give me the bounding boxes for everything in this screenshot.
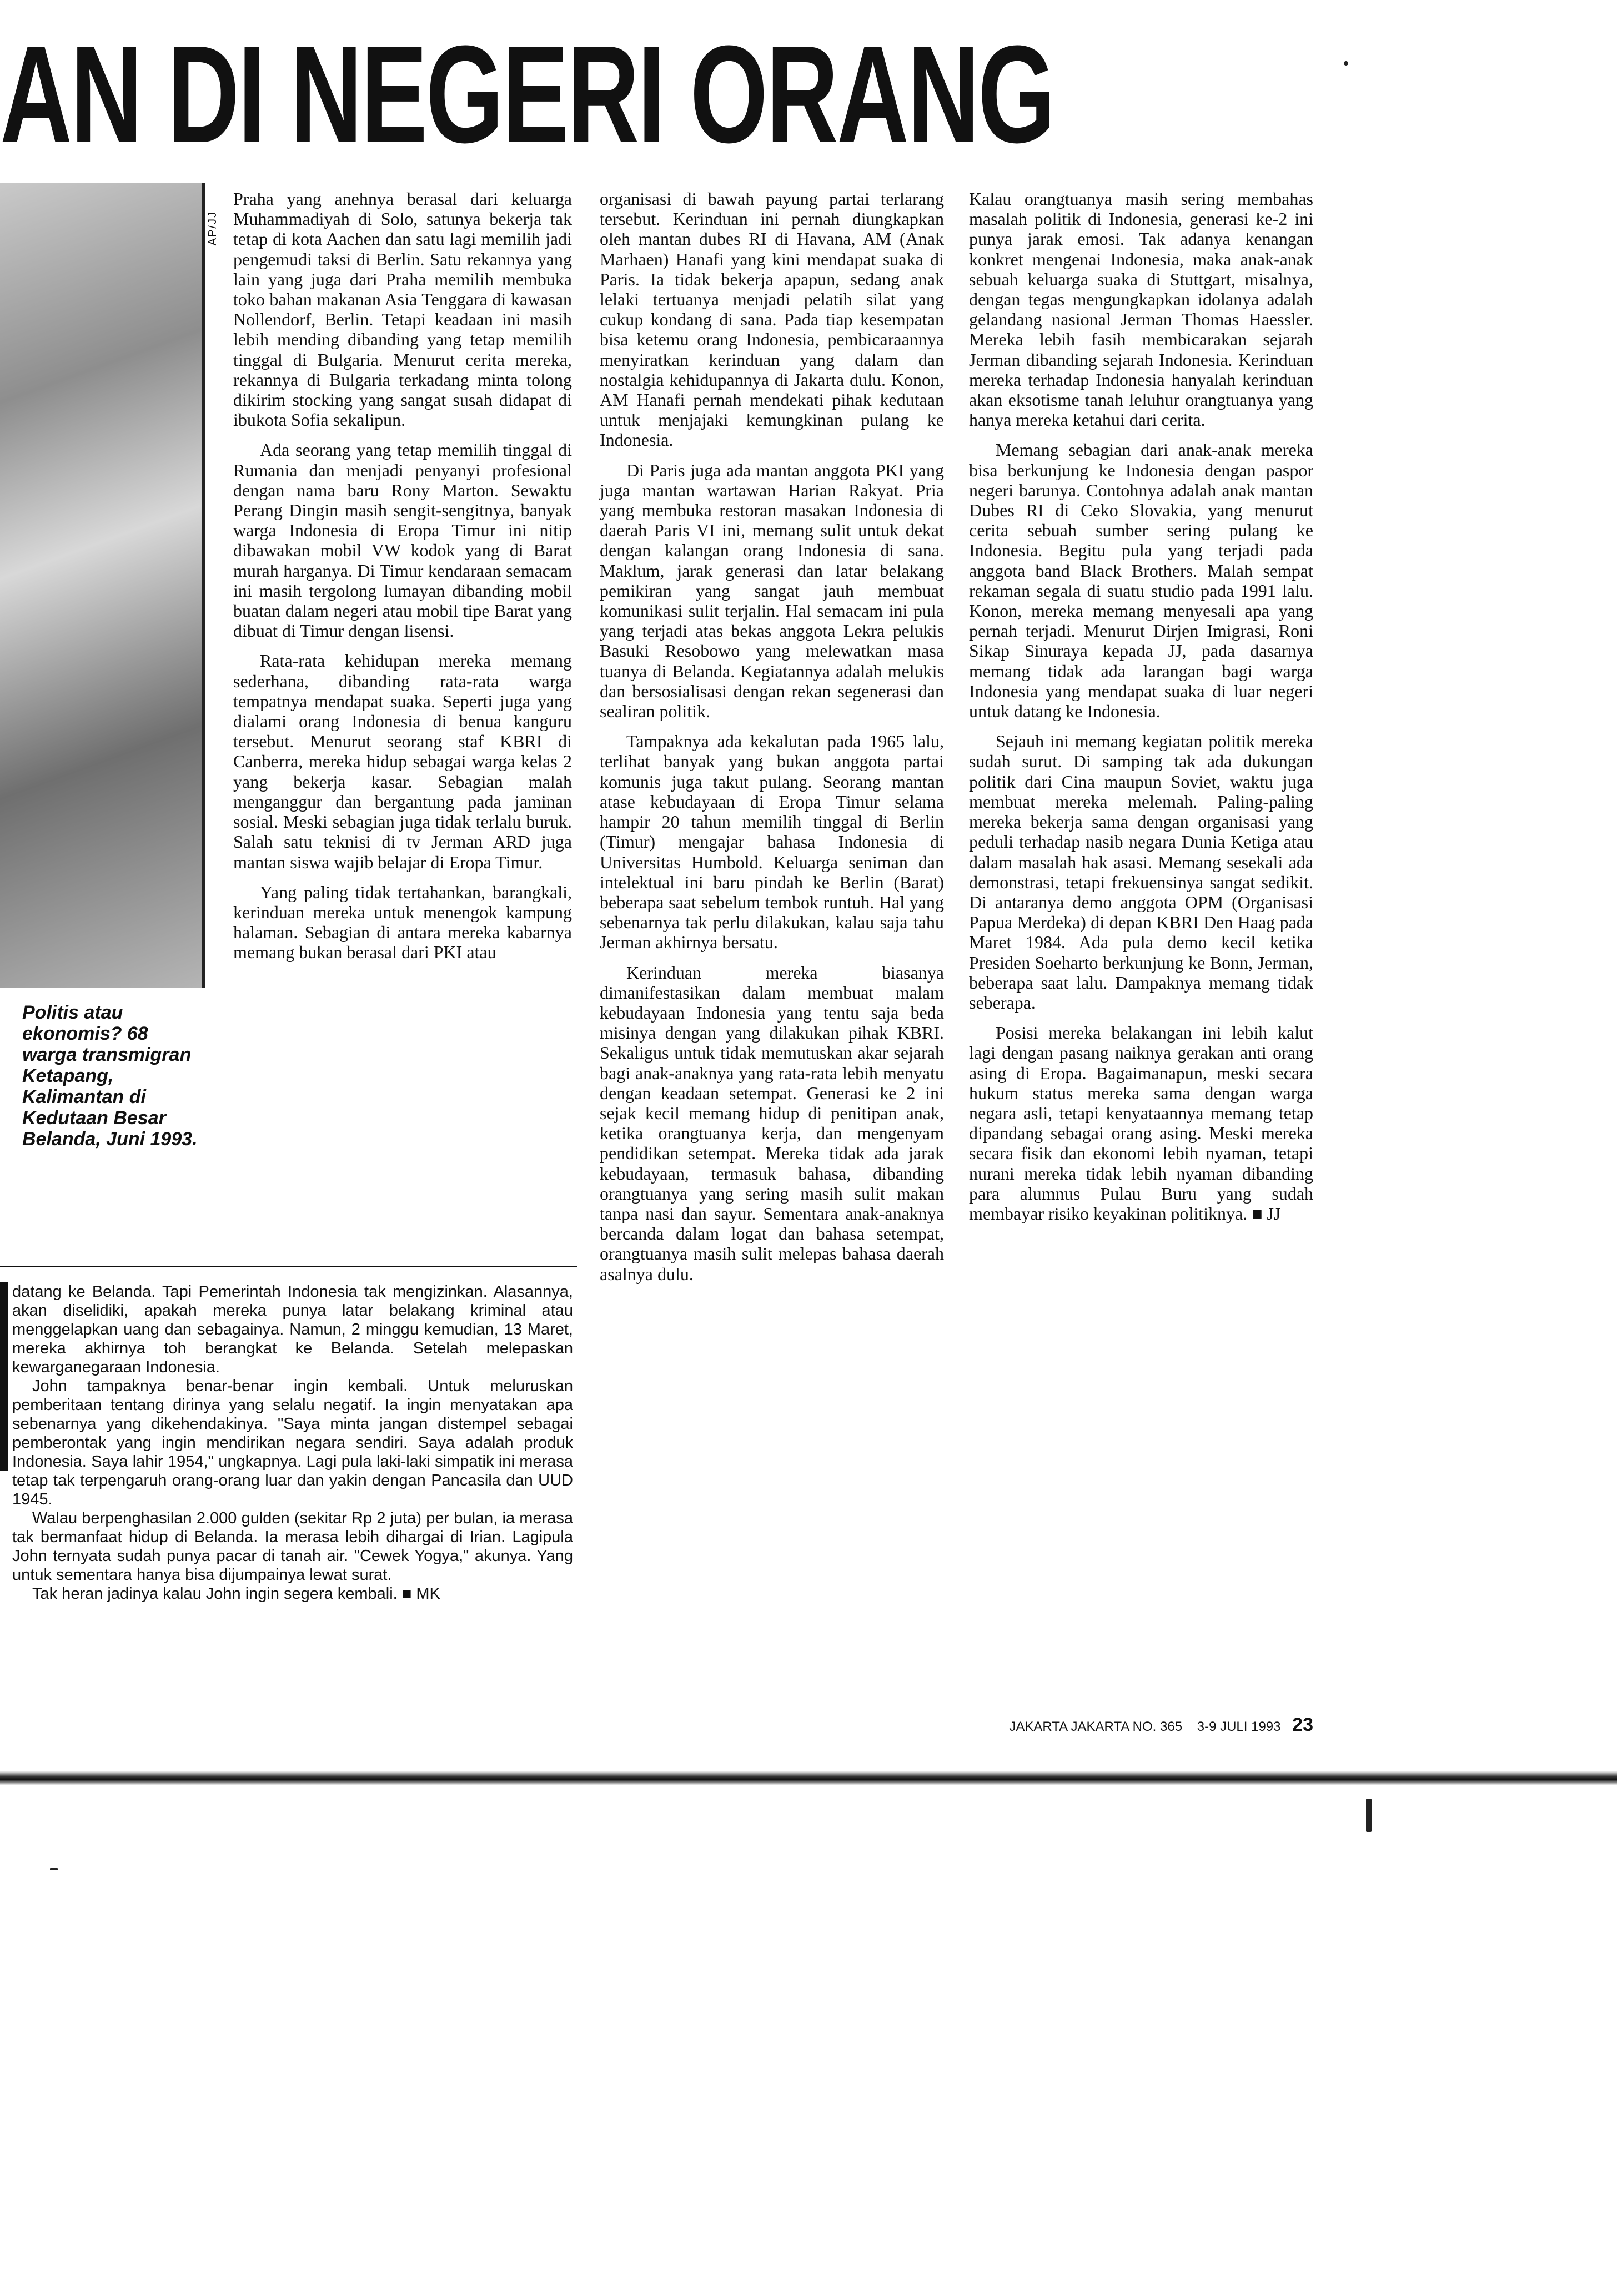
paragraph: Sejauh ini memang kegiatan politik mereka sudah surut. Di samping tak ada dukungan politik dari Cina maupun Soviet, waktu juga membuat mereka melemah. Paling-paling mereka bekerja sama dengan organisasi yang peduli terhadap nasib negara Dunia Ketiga atau dalam masalah hak asasi. Memang sesekali ada demonstrasi, tetapi frekuensinya sangat sedikit. Di antaranya demo anggota OPM (Organisasi Papua Merdeka) di depan KBRI Den Haag pada Maret 1984. Ada pula demo kecil ketika Presiden Soeharto berkunjung ke Bonn, Jerman, beberapa saat lalu. Dampaknya memang tidak seberapa. [969,731,1313,1013]
sidebar-bar [0,1282,8,1471]
paragraph: Tampaknya ada kekalutan pada 1965 lalu, terlihat banyak yang bukan anggota partai komunis juga takut pulang. Seorang mantan atase kebudayaan di Eropa Timur selama hampir 20 tahun memilih tinggal di Berlin (Timur) mengajar bahasa Indonesia di Universitas Humbold. Keluarga seniman dan intelektual ini baru pindah ke Berlin (Barat) beberapa saat sebelum tembok runtuh. Hal yang sebenarnya tak perlu dilakukan, kalau saja tahu Jerman akhirnya bersatu. [600,731,944,953]
paragraph: Kerinduan mereka biasanya dimanifestasikan dalam membuat malam kebudayaan Indonesia yang tentu saja beda misinya dengan yang dilakukan pihak KBRI. Sekaligus untuk tidak memutuskan akar sejarah bagi anak-anaknya yang rata-rata lebih menyatu dengan keadaan setempat. Generasi ke 2 ini sejak kecil memang hidup di penitipan anak, ketika orangtuanya kerja, dan mengenyam pendidikan setempat. Mereka tidak ada jarak kebudayaan, termasuk bahasa, dibanding orangtuanya yang sering masih sulit makan tanpa nasi dan sayur. Sementara anak-anaknya bercanda dalam logat dan bahasa setempat, orangtuanya masih sulit melepas bahasa daerah asalnya dulu. [600,962,944,1284]
scan-speck [1366,1799,1372,1832]
paragraph: Posisi mereka belakangan ini lebih kalut lagi dengan pasang naiknya gerakan anti orang asing di Eropa. Bagaimanapun, meski secara hukum status mereka sama dengan warga negara asli, tetapi kenyataannya memang tetap dipandang sebagai orang asing. Meski mereka secara fisik dan ekonomi lebih nyaman, tetapi nurani mereka tidak lebih nyaman dibanding para alumnus Pulau Buru yang sudah membayar risiko keyakinan politiknya. ■ JJ [969,1023,1313,1223]
page-number: 23 [1292,1714,1313,1735]
paragraph: datang ke Belanda. Tapi Pemerintah Indonesia tak mengizinkan. Alasannya, akan diselidiki, apakah mereka punya latar belakang kriminal atau menggelapkan uang dan sebagainya. Namun, 2 minggu kemudian, 13 Maret, mereka akhirnya toh berangkat ke Belanda. Setelah melepaskan kewarganegaraan Indonesia. [12,1283,573,1376]
section-divider [0,1266,578,1267]
paragraph: Tak heran jadinya kalau John ingin segera kembali. ■ MK [32,1585,440,1603]
paragraph: Ada seorang yang tetap memilih tinggal di Rumania dan menjadi penyanyi profesional dengan nama baru Rony Marton. Sewaktu Perang Dingin masih sengit-sengitnya, banyak warga Indonesia di Eropa Timur ini nitip dibawakan mobil VW kodok yang di Barat murah harganya. Di Timur kendaraan semacam ini masih tergolong lumayan dibanding mobil buatan dalam negeri atau mobil tipe Barat yang dibuat di Timur dengan lisensi. [233,440,572,641]
article-column-2 [600,189,944,1294]
paragraph: Kalau orangtuanya masih sering membahas masalah politik di Indonesia, generasi ke-2 ini punya jarak emosi. Tak adanya kenangan konkret mengenai Indonesia, maka anak-anak sebuah keluarga suaka di Stuttgart, misalnya, dengan tegas mengungkapkan idolanya adalah gelandang nasional Jerman Thomas Haessler. Mereka lebih fasih membicarakan sejarah Jerman dibanding sejarah Indonesia. Kerinduan mereka terhadap Indonesia hanyalah kerinduan akan eksotisme tanah leluhur orangtuanya yang hanya mereka ketahui dari cerita. [969,189,1313,430]
photo-credit: AP/JJ [207,211,219,246]
sidebar-box [12,1282,573,1603]
paragraph: Praha yang anehnya berasal dari keluarga Muhammadiyah di Solo, satunya bekerja tak tetap di kota Aachen dan satu lagi memilih jadi pengemudi taksi di Berlin. Satu rekannya yang lain yang juga dari Praha memilih membuka toko bahan makanan Asia Tenggara di kawasan Nollendorf, Berlin. Tetapi keadaan ini masih lebih mending dibanding yang tetap memilih tinggal di Bulgaria. Menurut cerita mereka, rekannya di Bulgaria terkadang minta tolong dikirim stocking yang sangat susah didapat di ibukota Sofia sekalipun. [233,189,572,430]
paragraph: Yang paling tidak tertahankan, barangkali, kerinduan mereka untuk menengok kampung halaman. Sebagian di antara mereka kabarnya memang bukan berasal dari PKI atau [233,882,572,963]
scan-speck [50,1868,58,1870]
headline: AN DI NEGERI ORANG [0,17,1054,172]
paragraph: Di Paris juga ada mantan anggota PKI yang juga mantan wartawan Harian Rakyat. Pria yang membuka restoran masakan Indonesia di daerah Paris VI ini, memang sulit untuk dekat dengan kalangan orang Indonesia di sana. Maklum, jarak generasi dan latar belakang pemikiran yang sangat jauh membuat komunikasi sulit terjalin. Hal semacam ini pula yang terjadi atas bekas anggota Lekra pelukis Basuki Resobowo yang melewatkan masa tuanya di Belanda. Kegiatannya adalah melukis dan bersosialisasi dengan rekan segenerasi dan sealiran politik. [600,460,944,722]
paragraph: organisasi di bawah payung partai terlarang tersebut. Kerinduan ini pernah diungkapkan oleh mantan dubes RI di Havana, AM (Anak Marhaen) Hanafi yang kini mendapat suaka di Paris. Ia tidak bekerja apapun, sedang anak lelaki tertuanya menjadi pelatih silat yang cukup kondang di sana. Pada tiap kesempatan bisa ketemu orang Indonesia, pembicaraannya menyiratkan kerinduan yang dalam dan nostalgia kehidupannya di Jakarta dulu. Konon, AM Hanafi pernah mendekati pihak kedutaan untuk menjajaki kemungkinan pulang ke Indonesia. [600,189,944,450]
paragraph: Rata-rata kehidupan mereka memang sederhana, dibanding rata-rata warga tempatnya mendapat suaka. Seperti juga yang dialami orang Indonesia di benua kanguru tersebut. Menurut seorang staf KBRI di Canberra, mereka hidup sebagai warga kelas 2 yang bekerja kasar. Sebagian malah menganggur dan bergantung pada jaminan sosial. Meski sebagian juga tidak terlalu buruk. Salah satu teknisi di tv Jerman ARD juga mantan siswa wajib belajar di Eropa Timur. [233,651,572,872]
scan-edge [0,1771,1617,1785]
article-column-1 [233,189,572,973]
publication-name: JAKARTA JAKARTA NO. 365 [1009,1719,1183,1734]
paragraph: John tampaknya benar-benar ingin kembali. Untuk meluruskan pemberitaan tentang dirinya yang selalu negatif. Ia ingin menyatakan apa sebenarnya yang dikehendakinya. "Saya minta jangan distempel sebagai pemberontak yang ingin mendirikan negara sendiri. Saya adalah produk Indonesia. Saya lahir 1954," ungkapnya. Lagi pula laki-laki simpatik ini merasa tetap tak terpengaruh orang-orang luar dan yakin dengan Pancasila dan UUD 1945. [12,1377,573,1508]
article-column-3 [969,189,1313,1233]
paragraph: Memang sebagian dari anak-anak mereka bisa berkunjung ke Indonesia dengan paspor negeri barunya. Contohnya adalah anak mantan Dubes RI di Ceko Slovakia, yang menurut cerita sebuah sumber sering pulang ke Indonesia. Begitu pula yang terjadi pada anggota band Black Brothers. Malah sempat rekaman segala di suatu studio pada 1991 lalu. Konon, mereka memang menyesali apa yang pernah terjadi. Menurut Dirjen Imigrasi, Roni Sikap Sinuraya kepada JJ, pada dasarnya memang tidak ada larangan bagi warga Indonesia yang mendapat suaka di luar negeri untuk datang ke Indonesia. [969,440,1313,722]
page-footer [969,1714,1313,1736]
photo-caption: Politis atau ekonomis? 68 warga transmigran Ketapang, Kalimantan di Kedutaan Besar Belanda, Juni 1993. [22,1002,198,1150]
issue-date: 3-9 JULI 1993 [1197,1719,1281,1734]
article-photo [0,183,205,988]
scan-speck [1344,61,1348,66]
paragraph: Walau berpenghasilan 2.000 gulden (sekitar Rp 2 juta) per bulan, ia merasa tak bermanfaat hidup di Belanda. Ia merasa lebih dihargai di Irian. Lagipula John ternyata sudah punya pacar di tanah air. "Cewek Yogya," akunya. Yang untuk sementara hanya bisa dijumpainya lewat surat. [12,1509,573,1584]
